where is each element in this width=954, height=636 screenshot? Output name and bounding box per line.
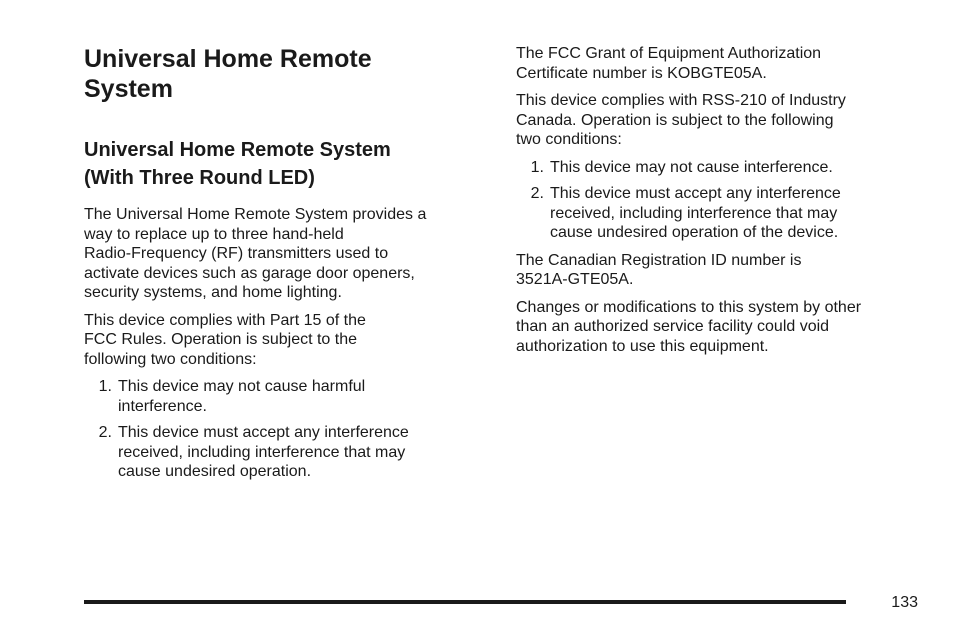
right-column — [516, 44, 916, 364]
section-title: Universal Home Remote System — [84, 45, 372, 103]
list-item-text: This device may not cause interference. — [550, 158, 833, 176]
fcc-conditions-list — [84, 377, 476, 482]
modifications-warning-paragraph: Changes or modifications to this system by other than an authorized service facility could void authorization to use this equipment. — [516, 298, 862, 355]
section-subtitle: Universal Home Remote System (With Three Round LED) — [84, 139, 391, 189]
list-item-number: 2. — [98, 424, 112, 441]
intro-paragraph: The Universal Home Remote System provides a way to replace up to three hand-held Radio-Frequency (RF) transmitters used to activate devices such as garage door openers, security systems, and home lighting. — [84, 206, 427, 301]
industry-canada-paragraph: This device complies with RSS-210 of Industry Canada. Operation is subject to the following two conditions: — [516, 92, 846, 148]
ic-conditions-list — [516, 158, 916, 243]
footer-rule — [84, 600, 846, 604]
list-item-text: This device must accept any interference received, including interference that may cause undesired operation. — [118, 424, 409, 480]
list-item-text: This device must accept any interference received, including interference that may cause undesired operation of the device. — [550, 185, 841, 241]
list-item-number: 1. — [530, 158, 544, 176]
list-item-number: 1. — [98, 378, 112, 395]
list-item-text: This device may not cause harmful interference. — [118, 378, 366, 415]
list-item — [516, 158, 916, 178]
list-item — [516, 184, 916, 243]
list-item-number: 2. — [530, 185, 544, 202]
fcc-grant-paragraph: The FCC Grant of Equipment Authorization Certificate number is KOBGTE05A. — [516, 45, 822, 82]
list-item — [84, 423, 476, 482]
list-item — [84, 377, 476, 416]
page-number: 133 — [891, 594, 918, 611]
canadian-registration-paragraph: The Canadian Registration ID number is 3521A-GTE05A. — [516, 251, 802, 288]
fcc-compliance-paragraph: This device complies with Part 15 of the FCC Rules. Operation is subject to the following two conditions: — [84, 311, 366, 368]
left-column — [84, 44, 476, 490]
